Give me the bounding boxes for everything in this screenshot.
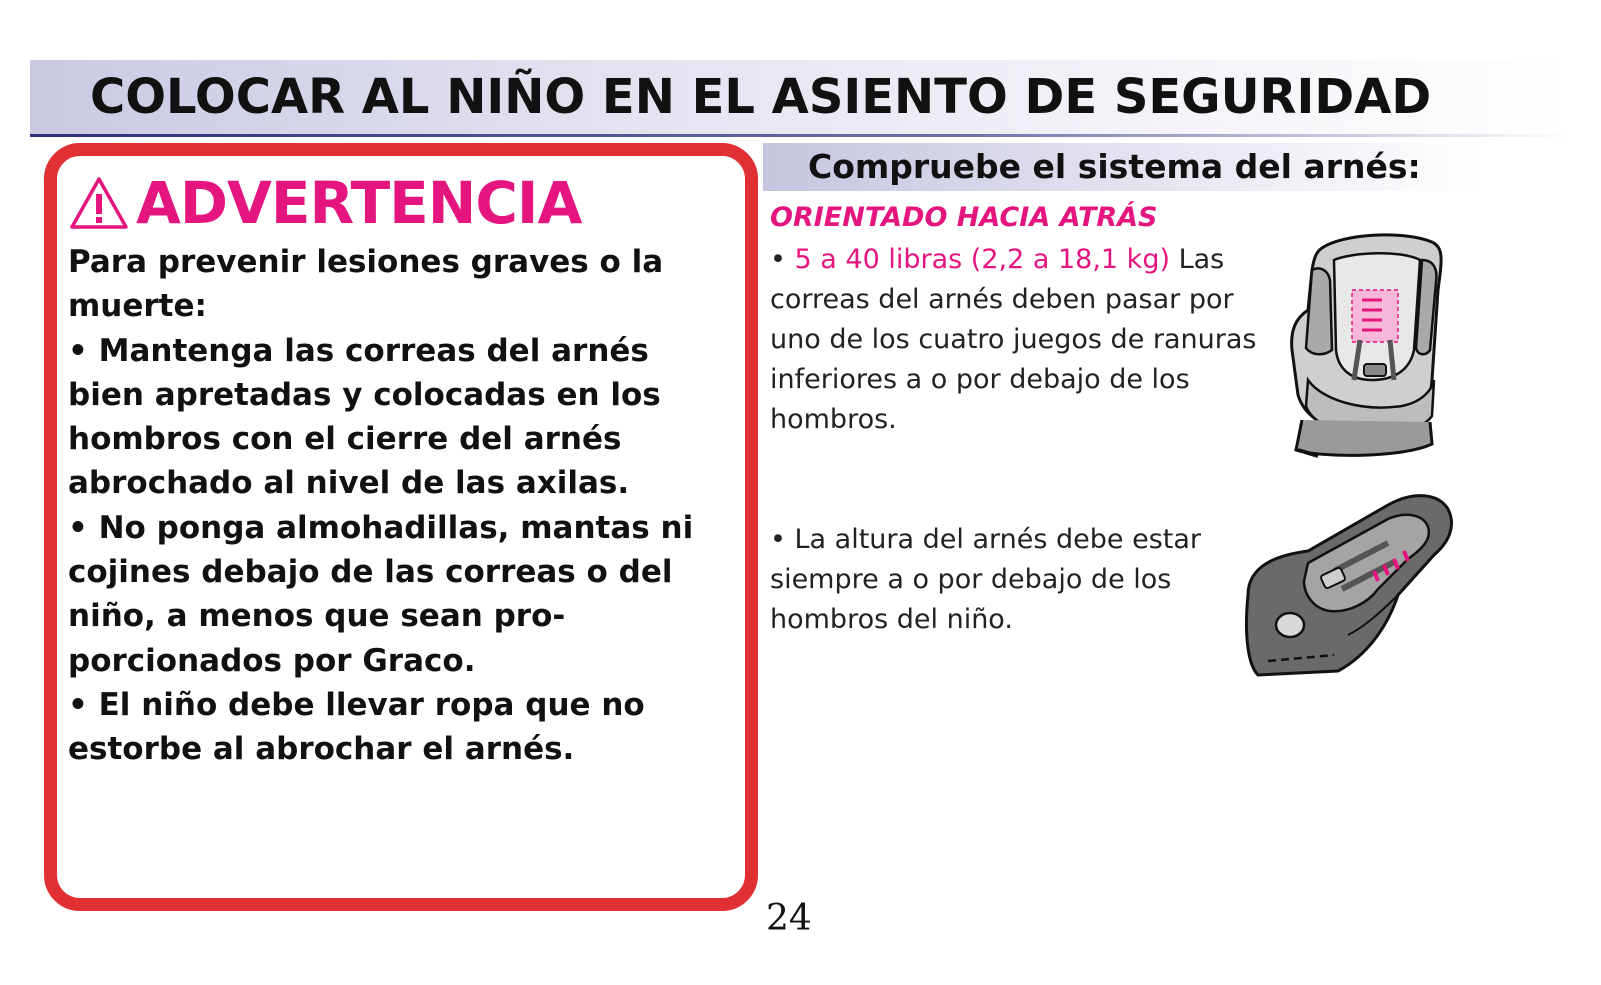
page-number: 24 xyxy=(766,898,812,939)
warning-triangle-icon xyxy=(68,175,130,231)
warning-header xyxy=(68,170,581,236)
warning-intro: Para prevenir lesiones graves o la muerte: xyxy=(68,244,664,325)
car-seat-front-illustration xyxy=(1282,230,1452,462)
warning-body xyxy=(68,240,728,772)
page-title: COLOCAR AL NIÑO EN EL ASIENTO DE SEGURIDAD xyxy=(90,69,1432,125)
section-title: Compruebe el sistema del arnés: xyxy=(808,147,1421,186)
title-rule xyxy=(30,134,1571,137)
warning-bullet-1: • Mantenga las correas del arnés bien apretadas y colocadas en los hombros con el cierre del arnés abrochado al nivel de las axilas. xyxy=(68,332,661,502)
bullet: • xyxy=(770,244,786,275)
car-seat-rear-facing-illustration xyxy=(1238,485,1458,683)
warning-bullet-3: • El niño debe llevar ropa que no estorbe al abrochar el arnés. xyxy=(68,686,645,768)
warning-bullet-2: • No ponga almohadillas, mantas ni cojines debajo de las correas o del niño, a menos que sean pro-porcionados por Graco. xyxy=(68,509,694,679)
harness-item-1-text: Las correas del arnés deben pasar por uno de los cuatro juegos de ranuras inferiores a o por debajo de los hombros. xyxy=(770,244,1257,435)
weight-range: 5 a 40 libras (2,2 a 18,1 kg) xyxy=(794,244,1170,275)
orientation-label: ORIENTADO HACIA ATRÁS xyxy=(770,202,1158,233)
harness-item-2: • La altura del arnés debe estar siempre a o por debajo de los hombros del niño. xyxy=(770,524,1202,635)
harness-item-1 xyxy=(770,240,1290,440)
warning-title: ADVERTENCIA xyxy=(136,169,582,237)
